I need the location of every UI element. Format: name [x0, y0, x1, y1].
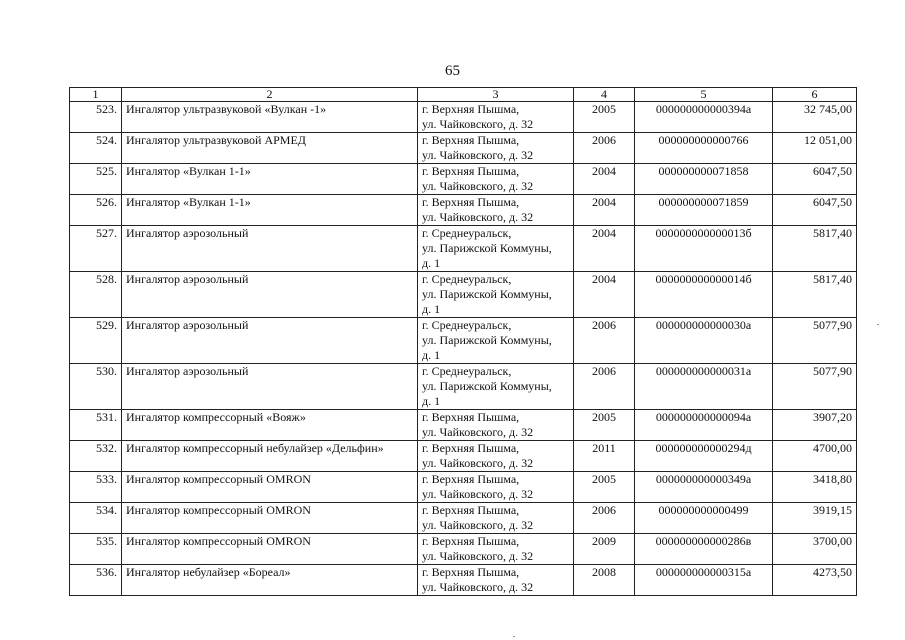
table-row	[70, 534, 857, 565]
inventory-number: 000000000000031а	[635, 364, 773, 410]
inventory-number: 000000000000294д	[635, 441, 773, 472]
address-line: ул. Чайковского, д. 32	[422, 518, 534, 532]
item-address	[418, 102, 574, 133]
item-value: 3907,20	[773, 410, 857, 441]
item-name: Ингалятор компрессорный небулайзер «Дельфин»	[122, 441, 418, 472]
inventory-number: 000000000071858	[635, 164, 773, 195]
address-line: ул. Чайковского, д. 32	[422, 179, 534, 193]
item-address	[418, 226, 574, 272]
item-address	[418, 318, 574, 364]
inventory-number: 000000000000094а	[635, 410, 773, 441]
address-line: г. Среднеуральск,	[422, 272, 512, 286]
item-name: Ингалятор небулайзер «Бореал»	[122, 565, 418, 596]
inventory-number: 000000000000315а	[635, 565, 773, 596]
address-line: д. 1	[422, 348, 441, 362]
header-col-5: 5	[635, 88, 773, 102]
item-name: Ингалятор аэрозольный	[122, 364, 418, 410]
header-row	[70, 88, 857, 102]
table-row	[70, 226, 857, 272]
item-value: 12 051,00	[773, 133, 857, 164]
item-address	[418, 534, 574, 565]
table-row	[70, 195, 857, 226]
item-name: Ингалятор «Вулкан 1-1»	[122, 195, 418, 226]
item-name: Ингалятор аэрозольный	[122, 226, 418, 272]
item-year: 2011	[574, 441, 635, 472]
address-line: д. 1	[422, 302, 441, 316]
row-number: 523.	[70, 102, 122, 133]
item-year: 2004	[574, 164, 635, 195]
row-number: 534.	[70, 503, 122, 534]
item-value: 5077,90	[773, 318, 857, 364]
address-line: г. Верхняя Пышма,	[422, 164, 520, 178]
address-line: ул. Парижской Коммуны,	[422, 333, 552, 347]
item-value: 5077,90	[773, 364, 857, 410]
table-header	[70, 88, 857, 102]
row-number: 536.	[70, 565, 122, 596]
item-address	[418, 565, 574, 596]
item-value: 5817,40	[773, 226, 857, 272]
item-address	[418, 164, 574, 195]
header-col-1: 1	[70, 88, 122, 102]
table-row	[70, 565, 857, 596]
address-line: г. Верхняя Пышма,	[422, 195, 520, 209]
table-row	[70, 272, 857, 318]
table-row	[70, 441, 857, 472]
item-value: 5817,40	[773, 272, 857, 318]
registry-table	[69, 87, 857, 596]
inventory-number: 000000000000014б	[635, 272, 773, 318]
item-name: Ингалятор аэрозольный	[122, 272, 418, 318]
table-row	[70, 472, 857, 503]
item-name: Ингалятор компрессорный OMRON	[122, 503, 418, 534]
inventory-number: 000000000000394а	[635, 102, 773, 133]
item-name: Ингалятор компрессорный OMRON	[122, 472, 418, 503]
row-number: 527.	[70, 226, 122, 272]
address-line: ул. Чайковского, д. 32	[422, 580, 534, 594]
address-line: г. Среднеуральск,	[422, 364, 512, 378]
row-number: 530.	[70, 364, 122, 410]
address-line: ул. Парижской Коммуны,	[422, 287, 552, 301]
page-number: 65	[445, 63, 460, 79]
address-line: г. Среднеуральск,	[422, 318, 512, 332]
item-year: 2005	[574, 410, 635, 441]
address-line: г. Верхняя Пышма,	[422, 534, 520, 548]
row-number: 529.	[70, 318, 122, 364]
item-year: 2004	[574, 195, 635, 226]
item-address	[418, 364, 574, 410]
address-line: ул. Парижской Коммуны,	[422, 379, 552, 393]
row-number: 532.	[70, 441, 122, 472]
inventory-number: 000000000000030а	[635, 318, 773, 364]
address-line: г. Среднеуральск,	[422, 226, 512, 240]
item-address	[418, 472, 574, 503]
item-address	[418, 410, 574, 441]
address-line: г. Верхняя Пышма,	[422, 503, 520, 517]
scan-speck	[877, 324, 879, 325]
item-year: 2005	[574, 472, 635, 503]
item-value: 4700,00	[773, 441, 857, 472]
table-row	[70, 318, 857, 364]
item-name: Ингалятор аэрозольный	[122, 318, 418, 364]
item-value: 6047,50	[773, 164, 857, 195]
address-line: г. Верхняя Пышма,	[422, 565, 520, 579]
row-number: 524.	[70, 133, 122, 164]
item-value: 3919,15	[773, 503, 857, 534]
address-line: ул. Чайковского, д. 32	[422, 487, 534, 501]
address-line: г. Верхняя Пышма,	[422, 441, 520, 455]
item-name: Ингалятор ультразвуковой «Вулкан -1»	[122, 102, 418, 133]
item-name: Ингалятор компрессорный OMRON	[122, 534, 418, 565]
row-number: 525.	[70, 164, 122, 195]
inventory-number: 000000000000013б	[635, 226, 773, 272]
item-address	[418, 441, 574, 472]
item-value: 32 745,00	[773, 102, 857, 133]
table-body	[70, 102, 857, 596]
row-number: 533.	[70, 472, 122, 503]
header-col-6: 6	[773, 88, 857, 102]
address-line: д. 1	[422, 256, 441, 270]
row-number: 535.	[70, 534, 122, 565]
address-line: ул. Чайковского, д. 32	[422, 456, 534, 470]
address-line: ул. Чайковского, д. 32	[422, 425, 534, 439]
item-year: 2004	[574, 226, 635, 272]
header-col-4: 4	[574, 88, 635, 102]
item-name: Ингалятор «Вулкан 1-1»	[122, 164, 418, 195]
inventory-number: 000000000000766	[635, 133, 773, 164]
item-value: 3700,00	[773, 534, 857, 565]
row-number: 526.	[70, 195, 122, 226]
address-line: ул. Чайковского, д. 32	[422, 148, 534, 162]
table-row	[70, 133, 857, 164]
inventory-number: 000000000000499	[635, 503, 773, 534]
address-line: г. Верхняя Пышма,	[422, 410, 520, 424]
item-year: 2004	[574, 272, 635, 318]
item-name: Ингалятор компрессорный «Вояж»	[122, 410, 418, 441]
table-row	[70, 503, 857, 534]
address-line: ул. Чайковского, д. 32	[422, 549, 534, 563]
table-row	[70, 164, 857, 195]
address-line: ул. Чайковского, д. 32	[422, 210, 534, 224]
item-value: 4273,50	[773, 565, 857, 596]
item-year: 2006	[574, 364, 635, 410]
item-value: 6047,50	[773, 195, 857, 226]
address-line: г. Верхняя Пышма,	[422, 102, 520, 116]
item-year: 2006	[574, 318, 635, 364]
table-row	[70, 364, 857, 410]
inventory-number: 000000000000349а	[635, 472, 773, 503]
inventory-number: 000000000000286в	[635, 534, 773, 565]
row-number: 528.	[70, 272, 122, 318]
item-address	[418, 503, 574, 534]
item-address	[418, 133, 574, 164]
item-year: 2005	[574, 102, 635, 133]
address-line: ул. Парижской Коммуны,	[422, 241, 552, 255]
header-col-3: 3	[418, 88, 574, 102]
item-value: 3418,80	[773, 472, 857, 503]
item-name: Ингалятор ультразвуковой АРМЕД	[122, 133, 418, 164]
item-address	[418, 195, 574, 226]
item-year: 2006	[574, 503, 635, 534]
item-year: 2008	[574, 565, 635, 596]
table-row	[70, 410, 857, 441]
header-col-2: 2	[122, 88, 418, 102]
scan-speck	[513, 636, 515, 637]
address-line: г. Верхняя Пышма,	[422, 472, 520, 486]
item-year: 2006	[574, 133, 635, 164]
item-address	[418, 272, 574, 318]
inventory-number: 000000000071859	[635, 195, 773, 226]
item-year: 2009	[574, 534, 635, 565]
table-row	[70, 102, 857, 133]
row-number: 531.	[70, 410, 122, 441]
address-line: д. 1	[422, 394, 441, 408]
address-line: ул. Чайковского, д. 32	[422, 117, 534, 131]
address-line: г. Верхняя Пышма,	[422, 133, 520, 147]
